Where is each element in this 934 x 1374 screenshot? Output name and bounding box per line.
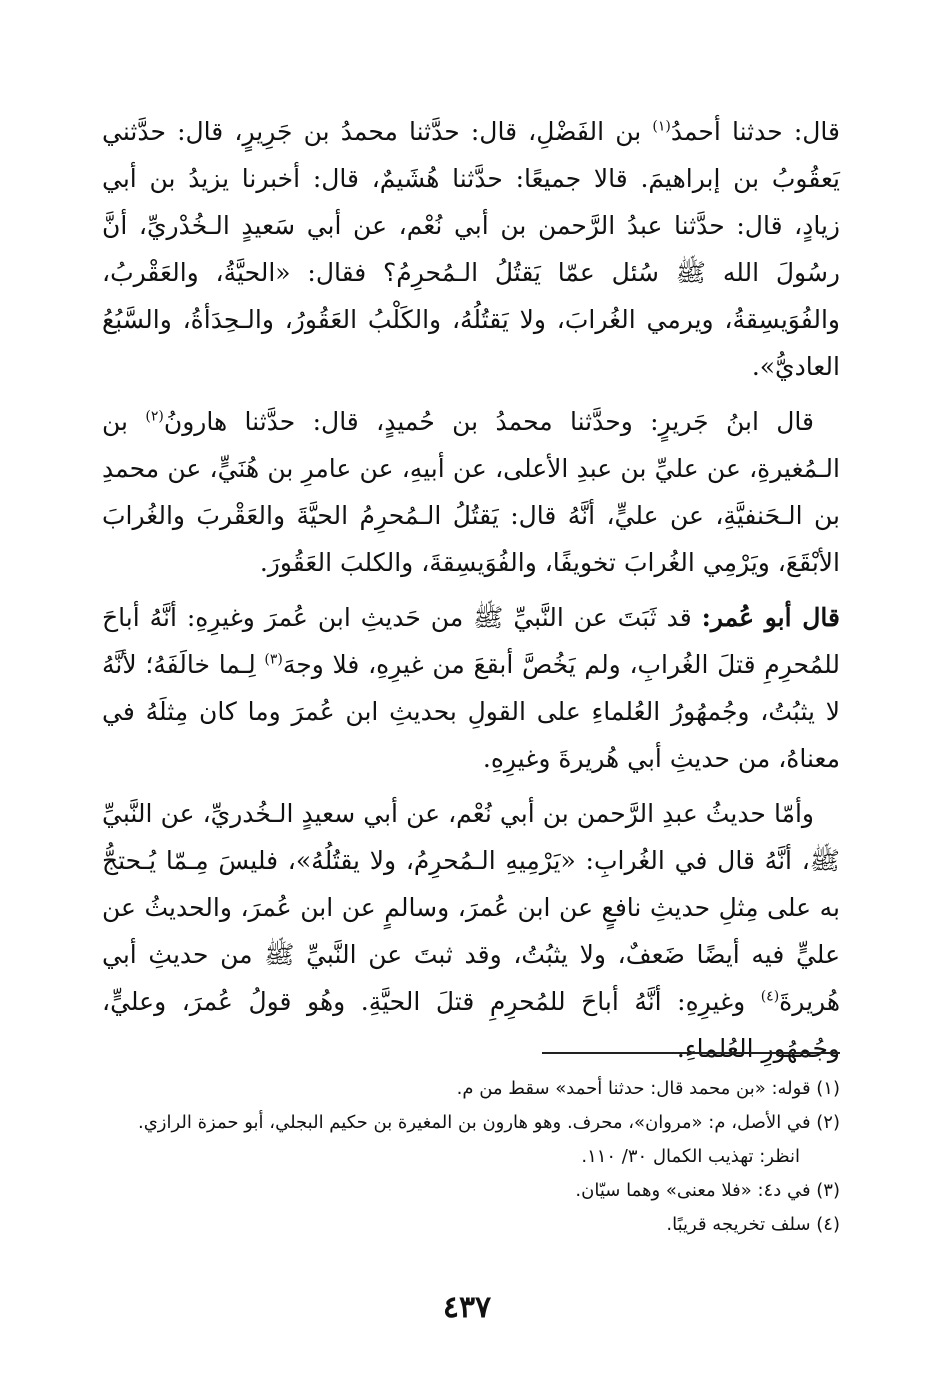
- footnote-ref-3: (٣): [264, 651, 283, 668]
- footnote-ref-2: (٢): [145, 408, 164, 425]
- text-segment: لِـما خالَفَهُ؛ لأنَّهُ لا يثبُتُ، وجُمهُورُ العُلماءِ على القولِ بحديثِ ابن عُمرَ وما كان مِثلَهُ في معناهُ، من حديثِ أبي هُريرةَ وغيرِهِ.: [102, 650, 840, 773]
- main-text: [102, 108, 840, 1080]
- footnote-4: (٤) سلف تخريجه قريبًا.: [666, 1214, 840, 1235]
- page-number: ٤٣٧: [442, 1290, 492, 1325]
- paragraph-4: [102, 790, 840, 1072]
- text-segment: قال ابنُ جَريرٍ: وحدَّثنا محمدُ بن حُميدٍ، قال: حدَّثنا هارونُ: [163, 407, 814, 436]
- text-segment: قال: حدثنا أحمدُ: [670, 117, 840, 146]
- paragraph-2: [102, 398, 840, 586]
- footnote-1: (١) قوله: «بن محمد قال: حدثنا أحمد» سقط من م.: [456, 1078, 840, 1099]
- text-segment: وغيرِهِ: أنَّهُ أباحَ للمُحرِمِ قتلَ الحيَّةِ. وهُو قولُ عُمرَ، وعليٍّ، وجُمهُورِ العُلماءِ.: [102, 987, 840, 1063]
- footnotes: [90, 1074, 840, 1244]
- text-segment: بن الـمُغيرةِ، عن عليِّ بن عبدِ الأعلى، عن أبيهِ، عن عامرِ بن هُنَيٍّ، عن محمدِ بن الـحَنفيَّةِ، عن عليٍّ، أنَّهُ قال: يَقتُلُ الـمُحرِمُ الحيَّةَ والعَقْربَ والغُرابَ الأبْقَعَ، ويَرْمِي الغُرابَ تخويفًا، والفُوَيسِقةَ، والكلبَ العَقُورَ.: [102, 407, 840, 577]
- paragraph-3: [102, 594, 840, 782]
- footnote-ref-1: (١): [652, 118, 671, 135]
- text-segment: وأمّا حديثُ عبدِ الرَّحمن بن أبي نُعْم، عن أبي سعيدٍ الـخُدريِّ، عن النَّبيِّ ﷺ، أنَّهُ قال في الغُرابِ: «يَرْمِيهِ الـمُحرِمُ، ولا يقتُلُهُ»، فليسَ مِـمّا يُـحتجُّ به على مِثلِ حديثِ نافعٍ عن ابن عُمرَ، وسالمٍ عن ابن عُمرَ، والحديثُ عن عليٍّ فيه أيضًا ضَعفٌ، ولا يثبُتُ، وقد ثبتَ عن النَّبيِّ ﷺ من حديثِ أبي هُريرةَ: [102, 799, 840, 1016]
- footnote-ref-4: (٤): [760, 988, 780, 1005]
- footnote-3: (٣) في د٤: «فلا معنى» وهما سيّان.: [575, 1180, 840, 1201]
- footnote-separator: [542, 1052, 840, 1054]
- paragraph-1: [102, 108, 840, 390]
- footnote-2-continuation: انظر: تهذيب الكمال ٣٠/ ١١٠.: [581, 1146, 800, 1167]
- footnote-2: (٢) في الأصل، م: «مروان»، محرف. وهو هارون بن المغيرة بن حكيم البجلي، أبو حمزة الرازي.: [137, 1112, 840, 1133]
- speaker-lead: قال أبو عُمر:: [701, 603, 840, 632]
- text-segment: قد ثَبَتَ عن النَّبيِّ ﷺ من حَديثِ ابن عُمرَ وغيرِهِ: أنَّهُ أباحَ للمُحرِمِ قتلَ الغُرابِ، ولم يَخُصَّ أبقعَ من غيرِهِ، فلا وجهَ: [102, 603, 840, 679]
- text-segment: بن الفَضْلِ، قال: حدَّثنا محمدُ بن جَرِيرٍ، قال: حدَّثني يَعقُوبُ بن إبراهيمَ. قالا جميعًا: حدَّثنا هُشَيمٌ، قال: أخبرنا يزيدُ بن أبي زيادٍ، قال: حدَّثنا عبدُ الرَّحمن بن أبي نُعْم، عن أبي سَعيدٍ الـخُدْريِّ، أنَّ رسُولَ الله ﷺ سُئل عمّا يَقتُلُ الـمُحرِمُ؟ فقال: «الحيَّةُ، والعَقْربُ، والفُوَيسِقةُ، ويرمي الغُرابَ، ولا يَقتُلُهُ، والكَلْبُ العَقُورُ، والـحِدَأةُ، والسَّبُعُ العاديُّ».: [102, 117, 840, 381]
